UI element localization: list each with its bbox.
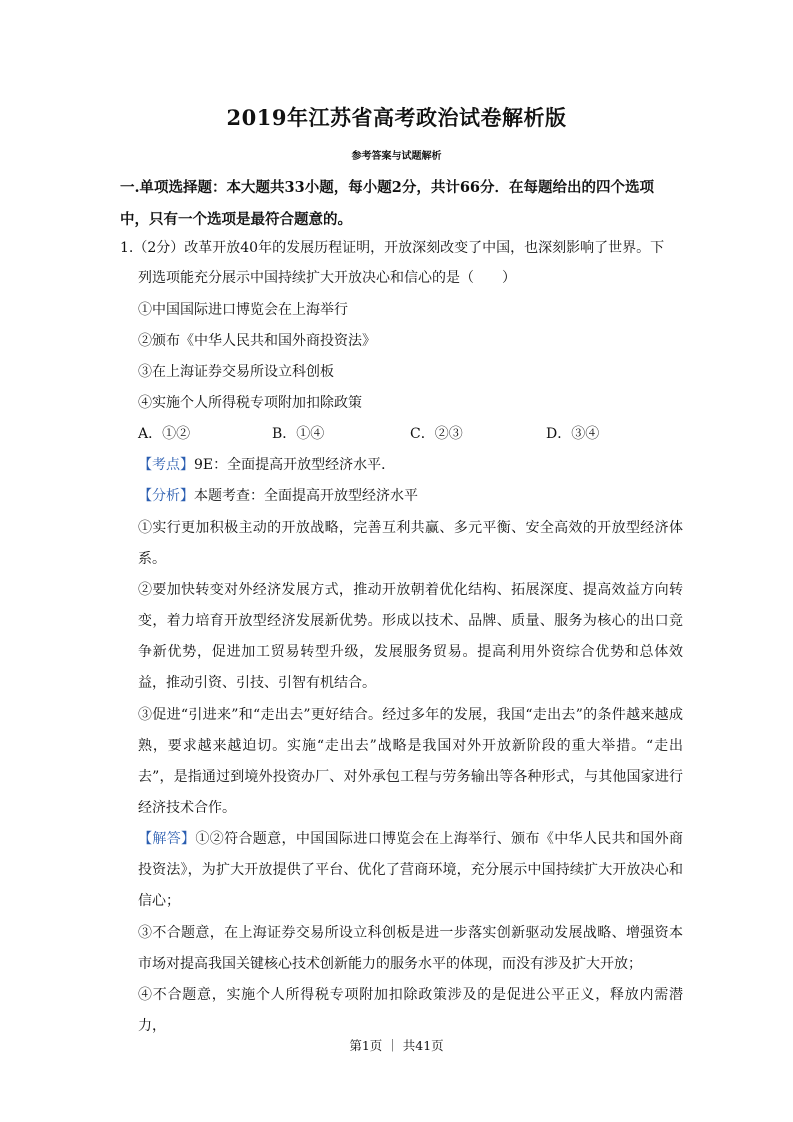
page-subtitle: 参考答案与试题解析 xyxy=(351,151,442,162)
analysis-paragraph-3: ③促进“引进来”和“走出去”更好结合。经过多年的发展，我国“走出去”的条件越来越成熟，要求越来越迫切。实施“走出去”战略是我国对外开放新阶段的重大举措。“走出去”，是指通过到境外投资办厂、对外承包工程与劳务输出等各种形式，与其他国家进行经济技术合作。 xyxy=(138,707,683,816)
page-title: 2019年江苏省高考政治试卷解析版 xyxy=(226,105,567,130)
option-b: B．①④ xyxy=(272,426,325,442)
kaodian-text: 9E：全面提高开放型经济水平． xyxy=(194,457,396,473)
statement-item-4: ④实施个人所得税专项附加扣除政策 xyxy=(138,395,362,411)
analysis-paragraph-1: ①实行更加积极主动的开放战略，完善互利共赢、多元平衡、安全高效的开放型经济体系。 xyxy=(138,520,683,567)
fenxi-line xyxy=(138,486,680,506)
option-d: D．③④ xyxy=(546,426,600,442)
section-heading: 一.单项选择题：本大题共33小题，每小题2分，共计66分．在每题给出的四个选项中，只有一个选项是最符合题意的。 xyxy=(120,179,654,228)
analysis-paragraph-2: ②要加快转变对外经济发展方式，推动开放朝着优化结构、拓展深度、提高效益方向转变，着力培育开放型经济发展新优势。形成以技术、品牌、质量、服务为核心的出口竞争新优势，促进加工贸易转型升级，发展服务贸易。提高利用外资综合优势和总体效益，推动引资、引技、引智有机结合。 xyxy=(138,582,683,691)
jieda-text: ①②符合题意，中国国际进口博览会在上海举行、颁布《中华人民共和国外商投资法》，为扩大开放提供了平台、优化了营商环境，充分展示中国持续扩大开放决心和信心； xyxy=(138,831,683,909)
statement-item-1: ①中国国际进口博览会在上海举行 xyxy=(138,302,348,318)
kaodian-line xyxy=(138,455,680,475)
kaodian-tag: 【考点】 xyxy=(138,457,194,473)
fenxi-text: 本题考查：全面提高开放型经济水平 xyxy=(194,488,418,504)
answer-paragraph-3: ④不合题意，实施个人所得税专项附加扣除政策涉及的是促进公平正义，释放内需潜力， xyxy=(138,987,683,1034)
question-stem-line-2: 列选项能充分展示中国持续扩大开放决心和信心的是（ ） xyxy=(138,270,516,286)
page-footer: 第1页 ｜ 共41页 xyxy=(349,1038,444,1053)
fenxi-tag: 【分析】 xyxy=(138,488,194,504)
option-a: A．①② xyxy=(138,426,191,442)
statement-item-2: ②颁布《中华人民共和国外商投资法》 xyxy=(138,333,376,349)
answer-paragraph-2: ③不合题意，在上海证券交易所设立科创板是进一步落实创新驱动发展战略、增强资本市场对提高我国关键核心技术创新能力的服务水平的体现，而没有涉及扩大开放； xyxy=(138,925,683,972)
statement-item-3: ③在上海证券交易所设立科创板 xyxy=(138,364,334,380)
question-stem-line-1: 1.（2分）改革开放40年的发展历程证明，开放深刻改变了中国，也深刻影响了世界。下 xyxy=(120,240,665,256)
answer-options xyxy=(138,424,680,444)
option-c: C．②③ xyxy=(410,426,463,442)
jieda-tag: 【解答】 xyxy=(138,831,196,847)
answer-paragraph-1 xyxy=(138,824,683,917)
